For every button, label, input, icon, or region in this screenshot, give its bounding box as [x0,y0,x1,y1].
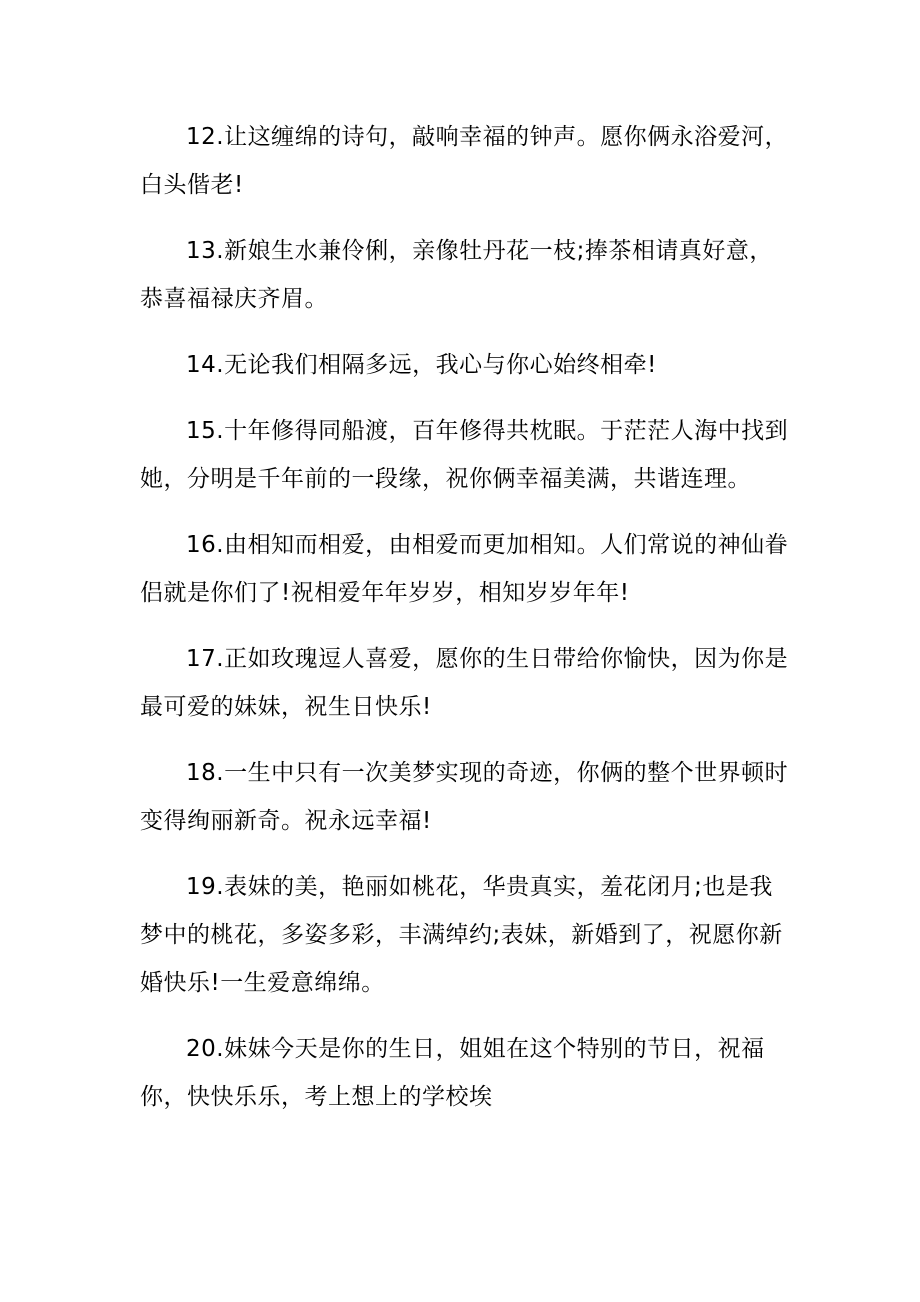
paragraph-16: 16.由相知而相爱，由相爱而更加相知。人们常说的神仙眷侣就是你们了!祝相爱年年岁岁，相知岁岁年年! [140,532,789,606]
paragraph-13: 13.新娘生水兼伶俐，亲像牡丹花一枝;捧茶相请真好意，恭喜福禄庆齐眉。 [140,238,773,312]
paragraph-17: 17.正如玫瑰逗人喜爱，愿你的生日带给你愉快，因为你是最可爱的妹妹，祝生日快乐! [140,646,789,720]
paragraph-18: 18.一生中只有一次美梦实现的奇迹，你俩的整个世界顿时变得绚丽新奇。祝永远幸福! [140,760,789,834]
paragraph-20: 20.妹妹今天是你的生日，姐姐在这个特别的节日，祝福你，快快乐乐，考上想上的学校埃 [140,1036,765,1110]
paragraph-12: 12.让这缠绵的诗句，敲响幸福的钟声。愿你俩永浴爱河，白头偕老! [140,124,789,198]
paragraph-14: 14.无论我们相隔多远，我心与你心始终相牵! [186,352,657,378]
paragraph-19: 19.表妹的美，艳丽如桃花，华贵真实，羞花闭月;也是我梦中的桃花，多姿多彩，丰满绰约;表妹，新婚到了，祝愿你新婚快乐!一生爱意绵绵。 [140,874,783,996]
paragraph-15: 15.十年修得同船渡，百年修得共枕眠。于茫茫人海中找到她，分明是千年前的一段缘，祝你俩幸福美满，共谐连理。 [140,418,789,492]
